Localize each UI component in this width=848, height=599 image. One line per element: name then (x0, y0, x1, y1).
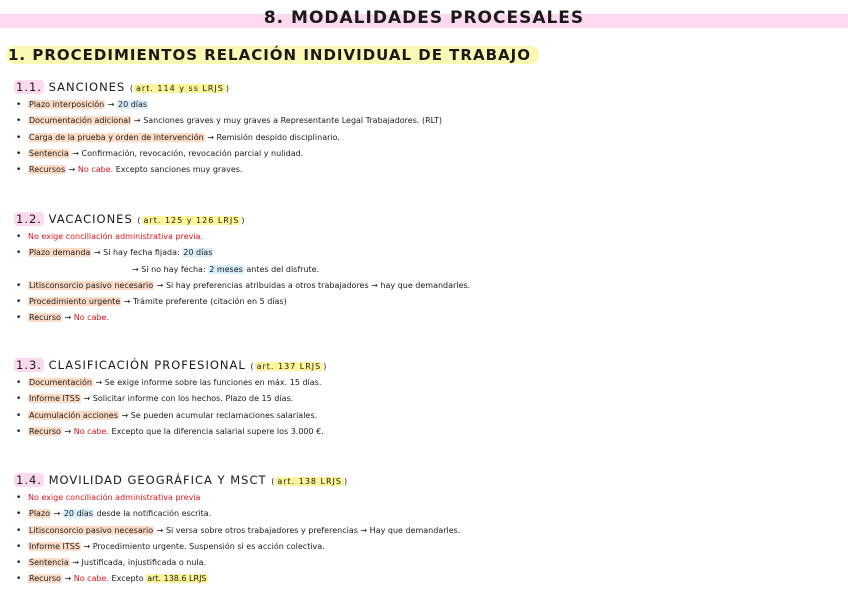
section-clasificacion-profesional (14, 358, 327, 440)
ref-paren-close: ) (225, 84, 230, 93)
legal-reference: art. 138 LRJS (277, 477, 342, 486)
list-item (14, 424, 327, 440)
ref-paren-close: ) (241, 216, 246, 225)
arrow-icon: → (80, 541, 93, 551)
item-term: Litisconsorcio pasivo necesario (29, 280, 154, 290)
section-number: 1.3. (16, 358, 42, 372)
item-term: Acumulación acciones (29, 410, 118, 420)
item-text: Remisión despido disciplinario. (216, 132, 340, 142)
list-item (14, 162, 442, 178)
arrow-icon: → (91, 248, 104, 258)
item-text: antes del disfrute. (243, 264, 320, 274)
section-number: 1.2. (16, 212, 42, 226)
item-text: Excepto que la diferencia salarial supere los 3.000 €. (109, 426, 324, 436)
arrow-icon: → (131, 116, 144, 126)
list-item (14, 571, 460, 587)
item-term: Informe ITSS (29, 394, 80, 404)
arrow-icon: → (61, 574, 74, 584)
list-item (14, 278, 470, 294)
item-term: Informe ITSS (29, 541, 80, 551)
list-item (14, 408, 327, 424)
item-value: 20 días (117, 100, 148, 109)
item-negative: No cabe. (73, 313, 110, 323)
list-item (14, 523, 460, 539)
legal-reference: art. 138.6 LRJS (147, 574, 207, 584)
item-text: Solicitar informe con los hechos. Plazo de 15 días. (92, 394, 294, 404)
item-text: Procedimiento urgente. Suspensión si es acción colectiva. (92, 541, 325, 551)
list-item (14, 130, 442, 146)
list-item (14, 391, 327, 407)
list-item (14, 262, 470, 278)
arrow-icon: → (61, 313, 74, 323)
arrow-icon: → (61, 426, 74, 436)
item-negative: No exige conciliación administrativa previa. (28, 232, 204, 241)
page-title: 8. MODALIDADES PROCESALES (263, 8, 585, 28)
item-term: Recursos (29, 165, 66, 175)
item-term: Plazo demanda (29, 248, 91, 258)
ref-paren-open: ( (250, 362, 255, 371)
legal-reference: art. 125 y 126 LRJS (143, 216, 240, 225)
arrow-icon: → (154, 280, 166, 290)
arrow-icon: → (69, 558, 82, 568)
list-item (14, 113, 442, 129)
item-term: Carga de la prueba y orden de intervención (29, 132, 204, 142)
arrow-icon: → (51, 509, 63, 519)
main-heading: 1. PROCEDIMIENTOS RELACIÓN INDIVIDUAL DE TRABAJO (6, 46, 539, 64)
section-title: CLASIFICACIÓN PROFESIONAL (48, 358, 246, 372)
bullet-list (14, 375, 327, 440)
list-item (14, 310, 470, 326)
item-negative: No cabe. (73, 426, 110, 436)
item-term: Plazo (29, 509, 51, 519)
item-value: 2 meses (209, 264, 243, 274)
item-term: Procedimiento urgente (29, 297, 121, 307)
list-item (14, 506, 460, 522)
section-title: SANCIONES (48, 80, 126, 94)
item-negative: No cabe. (77, 165, 114, 175)
item-text: desde la notificación escrita. (93, 509, 212, 519)
section-number: 1.4. (16, 473, 42, 487)
item-text: Excepto (109, 574, 147, 584)
arrow-icon: → (118, 410, 131, 420)
ref-paren-close: ) (344, 477, 349, 486)
item-negative: No cabe. (73, 574, 110, 584)
arrow-icon: → (92, 378, 105, 387)
section-heading (14, 80, 442, 94)
item-term: Litisconsorcio pasivo necesario (29, 525, 154, 535)
item-text: Si versa sobre otros trabajadores y preferencias → Hay que demandarles. (165, 525, 461, 535)
arrow-icon: → (66, 165, 78, 175)
arrow-icon: → (80, 394, 93, 404)
item-term: Documentación (29, 378, 92, 387)
item-text: Se exige informe sobre las funciones en máx. 15 días. (104, 378, 322, 387)
item-text: Confirmación, revocación, revocación parcial y nulidad. (81, 148, 304, 158)
item-negative: No exige conciliación administrativa previa (28, 493, 201, 502)
arrow-icon: → (105, 100, 117, 109)
item-term: Recurso (29, 426, 61, 436)
section-heading (14, 473, 460, 487)
list-item (14, 539, 460, 555)
section-vacaciones (14, 212, 470, 327)
item-term: Recurso (29, 313, 61, 323)
list-item (14, 229, 470, 245)
list-item (14, 97, 442, 113)
arrow-icon: → (204, 132, 217, 142)
item-term: Recurso (29, 574, 61, 584)
item-term: Plazo interposición (29, 100, 105, 109)
item-value: 20 días (183, 248, 213, 258)
bullet-list (14, 97, 442, 178)
item-text: Sanciones graves y muy graves a Representante Legal Trabajadores. (RLT) (143, 116, 442, 126)
list-item (14, 245, 470, 261)
item-condition: Si hay fecha fijada: (103, 248, 183, 258)
item-term: Sentencia (29, 558, 69, 568)
section-number: 1.1. (16, 80, 42, 94)
legal-reference: art. 137 LRJS (256, 362, 322, 371)
section-movilidad-geografica (14, 473, 460, 588)
item-value: 20 días (63, 509, 93, 519)
arrow-icon: → (121, 297, 134, 307)
item-term: Documentación adicional (29, 116, 131, 126)
ref-paren-open: ( (137, 216, 142, 225)
arrow-icon: → (154, 525, 166, 535)
item-text: Excepto sanciones muy graves. (113, 165, 243, 175)
legal-reference: art. 114 y ss LRJS (136, 84, 224, 93)
bullet-list (14, 490, 460, 588)
list-item (14, 490, 460, 506)
list-item (14, 555, 460, 571)
section-sanciones (14, 80, 442, 178)
item-text: Se pueden acumular reclamaciones salariales. (130, 410, 318, 420)
ref-paren-open: ( (129, 84, 135, 93)
item-text: Si hay preferencias atribuidas a otros trabajadores → hay que demandarles. (165, 280, 471, 290)
list-item (14, 375, 327, 391)
item-text: Justificada, injustificada o nula. (81, 558, 207, 568)
ref-paren-open: ( (271, 477, 276, 486)
section-title: VACACIONES (48, 212, 133, 226)
item-condition: Si no hay fecha: (141, 264, 209, 274)
list-item (14, 294, 470, 310)
section-title: MOVILIDAD GEOGRÁFICA Y MSCT (48, 473, 267, 487)
section-heading (14, 212, 470, 226)
arrow-icon: → (132, 264, 142, 274)
bullet-list (14, 229, 470, 327)
list-item (14, 146, 442, 162)
item-text: Trámite preferente (citación en 5 días) (133, 297, 287, 307)
item-term: Sentencia (29, 148, 69, 158)
ref-paren-close: ) (323, 362, 328, 371)
arrow-icon: → (69, 148, 82, 158)
section-heading (14, 358, 327, 372)
